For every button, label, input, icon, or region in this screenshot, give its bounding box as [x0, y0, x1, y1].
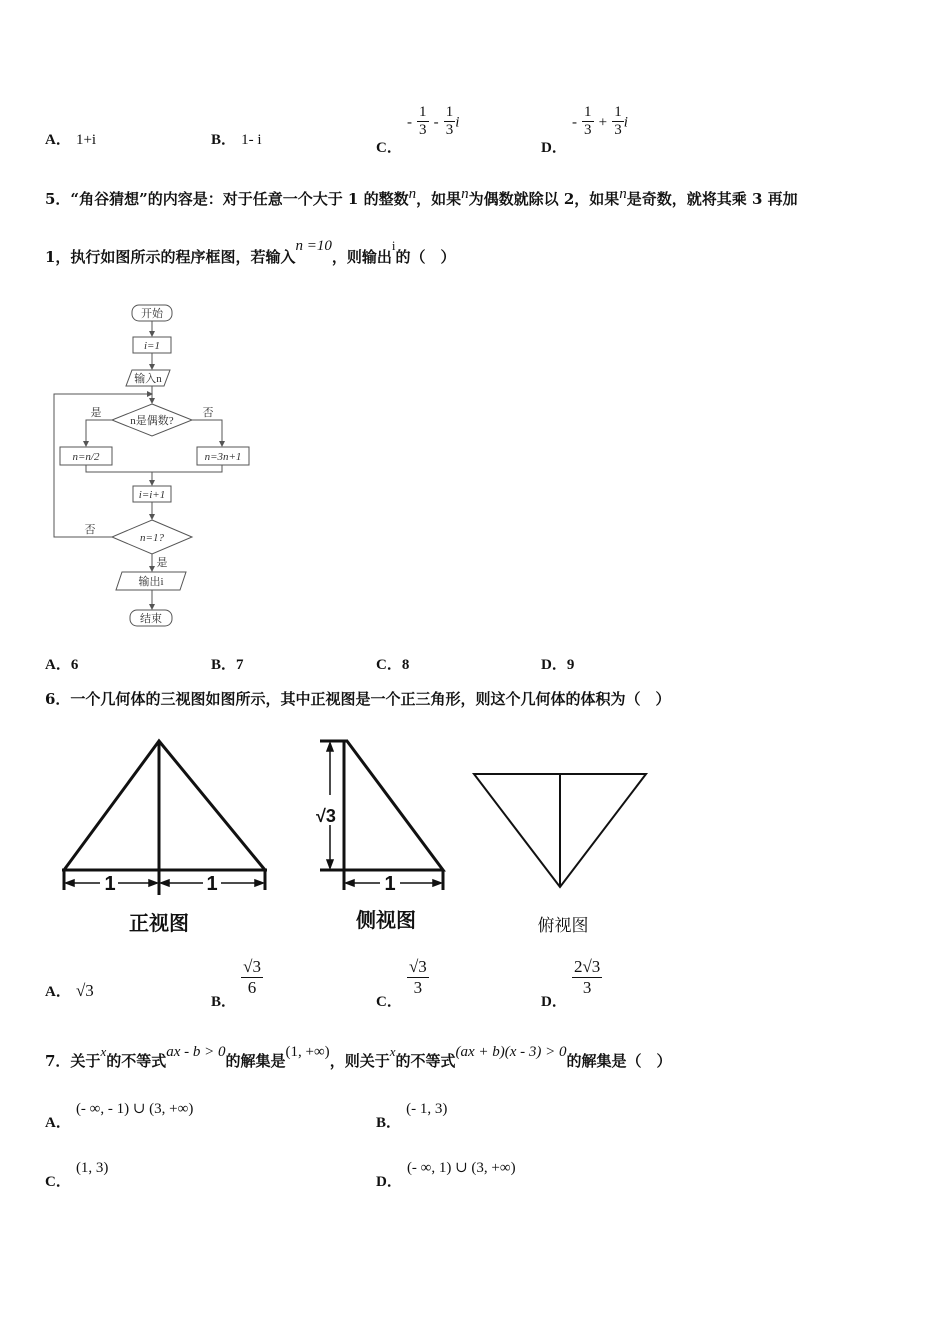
option-label: B．	[376, 1115, 402, 1131]
text: ，则输出	[331, 248, 392, 266]
q7-option-c[interactable]	[45, 1156, 109, 1190]
denominator: 3	[582, 977, 592, 997]
option-label: A．	[45, 132, 71, 148]
denominator: 3	[584, 122, 592, 139]
option-label: A．	[45, 1115, 71, 1131]
option-op: -	[433, 114, 439, 131]
yes-label: 是	[90, 407, 102, 419]
q7-option-b[interactable]	[376, 1097, 448, 1131]
q6-text: 6．一个几何体的三视图如图所示，其中正视图是一个正三角形，则这个几何体的体积为（ ）	[45, 690, 671, 708]
denominator: 3	[419, 122, 427, 139]
denominator: 6	[247, 977, 257, 997]
q5-option-b[interactable]: B．7	[211, 657, 244, 673]
text: ，则关于	[329, 1052, 390, 1070]
option-label: D．	[376, 1174, 402, 1190]
numerator: 2√3	[573, 957, 601, 976]
option-label: B．	[211, 132, 237, 148]
fraction	[417, 104, 429, 140]
text: 5．“角谷猜想”的内容是：对于任意一个大于 1 的整数	[45, 190, 409, 208]
option-value: 1+i	[75, 132, 97, 148]
inequality-2: (ax + b)(x - 3) > 0	[455, 1044, 567, 1060]
text: 为偶数就除以 2，如果	[468, 190, 620, 208]
numerator: 1	[444, 104, 456, 122]
q6-option-a[interactable]	[45, 980, 94, 1001]
q6-option-d[interactable]	[541, 957, 602, 1010]
text: ，如果	[416, 190, 462, 208]
q6-option-c[interactable]	[376, 957, 429, 1010]
denominator: 3	[413, 977, 423, 997]
yes2-label: 是	[156, 557, 168, 569]
inc-label: i=i+1	[138, 489, 166, 501]
var-x: x	[100, 1044, 107, 1059]
q5-option-d[interactable]: D．9	[541, 657, 575, 673]
option-label: D．	[541, 993, 567, 1010]
input-expr	[295, 238, 331, 254]
init-label: i=1	[144, 340, 160, 352]
numerator: √3	[408, 957, 427, 976]
front-view-caption: 正视图	[129, 913, 189, 935]
numerator: 1	[582, 104, 594, 122]
side-view	[308, 735, 453, 940]
text: 的不等式	[106, 1052, 167, 1070]
option-value: √3	[75, 981, 94, 1000]
option-label: A．	[45, 984, 71, 1000]
option-label: B．	[211, 993, 237, 1010]
fraction	[582, 104, 594, 140]
solution-set-1: (1, +∞)	[285, 1044, 330, 1060]
numerator: 1	[417, 104, 429, 122]
text: 是奇数，就将其乘 3 再加	[626, 190, 798, 208]
numerator: 1	[612, 104, 624, 122]
var-n: n	[461, 186, 469, 202]
q7-option-a[interactable]	[45, 1097, 194, 1131]
option-value: (1, 3)	[75, 1160, 109, 1176]
fraction	[407, 957, 429, 997]
option-value: (- 1, 3)	[406, 1101, 448, 1117]
cond1-label: n是偶数?	[130, 415, 174, 427]
imag-unit: i	[455, 114, 460, 131]
var-i: i	[391, 238, 396, 253]
text: 的（ ）	[395, 248, 456, 266]
q6-option-b[interactable]	[211, 957, 263, 1010]
q4-option-b[interactable]	[211, 128, 262, 149]
numerator: √3	[243, 957, 261, 976]
q7-text	[45, 1044, 672, 1071]
option-label: C．	[376, 140, 402, 157]
top-view	[468, 765, 653, 940]
text: 的解集是	[225, 1052, 286, 1070]
text: 的不等式	[395, 1052, 456, 1070]
q4-option-d[interactable]	[541, 104, 628, 157]
end-label: 结束	[140, 613, 162, 625]
input-label: 输入n	[134, 373, 162, 385]
imag-unit: i	[623, 114, 628, 131]
option-value: 1- i	[241, 132, 262, 148]
front-view	[58, 735, 273, 940]
q5-option-a[interactable]: A．6	[45, 657, 79, 673]
text: 7．关于	[45, 1052, 101, 1070]
dim-label-1: 1	[104, 873, 116, 895]
side-view-caption: 侧视图	[356, 910, 416, 932]
option-op: +	[598, 114, 608, 131]
denominator: 3	[614, 122, 622, 139]
option-value: (- ∞, 1) ∪ (3, +∞)	[406, 1160, 516, 1176]
half-label: n=n/2	[72, 451, 100, 463]
fraction	[241, 957, 263, 997]
option-label: C．	[376, 993, 402, 1010]
option-label: D．	[541, 140, 567, 157]
no-label: 否	[202, 407, 214, 419]
fraction	[612, 104, 624, 140]
option-sign: -	[406, 114, 412, 131]
text: 的解集是（ ）	[566, 1052, 672, 1070]
q5-text-line2	[45, 238, 456, 267]
var-n: n	[619, 186, 627, 202]
flowchart	[50, 300, 242, 635]
q5-option-c[interactable]: C．8	[376, 657, 410, 673]
denominator: 3	[445, 122, 454, 139]
var-x: x	[389, 1044, 396, 1059]
cond2-label: n=1?	[140, 532, 164, 544]
triple-label: n=3n+1	[204, 451, 242, 463]
dim-label-1: 1	[384, 873, 396, 895]
option-sign: -	[571, 114, 577, 131]
no2-label: 否	[84, 524, 96, 536]
expr: n =10	[295, 238, 332, 254]
output-label: 输出i	[138, 576, 164, 588]
inequality-1: ax - b > 0	[166, 1044, 226, 1060]
text: 1，执行如图所示的程序框图，若输入	[45, 248, 296, 266]
option-label: C．	[45, 1174, 71, 1190]
var-n: n	[408, 186, 417, 202]
start-label: 开始	[141, 308, 163, 320]
q5-text-line1	[45, 186, 798, 209]
top-view-caption: 俯视图	[537, 916, 589, 936]
fraction	[572, 957, 602, 997]
fraction	[444, 104, 456, 140]
option-value: (- ∞, - 1) ∪ (3, +∞)	[75, 1101, 194, 1117]
dim-label-1: 1	[206, 873, 218, 895]
dim-label-sqrt3: √3	[316, 806, 336, 826]
q4-option-a[interactable]	[45, 128, 96, 149]
q7-option-d[interactable]	[376, 1156, 516, 1190]
q4-option-c[interactable]	[376, 104, 460, 157]
